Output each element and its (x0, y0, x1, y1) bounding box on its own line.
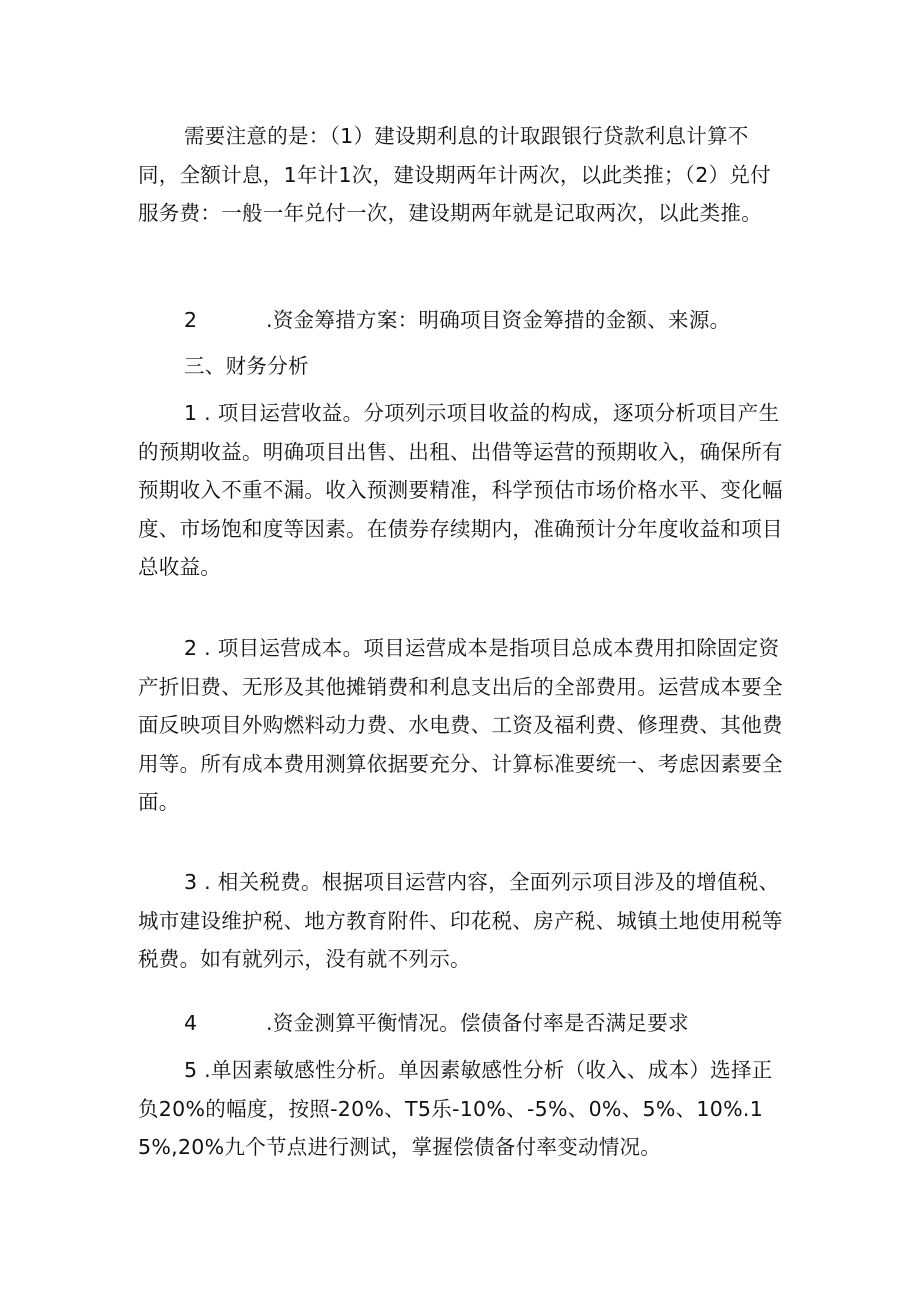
operating-cost-text: 项目运营成本。项目运营成本是指项目总成本费用扣除固定资产折旧费、无形及其他摊销费和利息支出后的全部费用。运营成本要全面反映项目外购燃料动力费、水电费、工资及福利费、修理费、其他费用等。所有成本费用测算依据要充分、计算标准要统一、考虑因素要全面。 (138, 636, 783, 814)
paragraph-interest-note (138, 117, 790, 233)
related-taxes-text: 相关税费。根据项目运营内容，全面列示项目涉及的增值税、城市建设维护税、地方教育附件、印花税、房产税、城镇土地使用税等税费。如有就列示，没有就不列示。 (138, 870, 783, 971)
item-number: 3 (184, 870, 198, 894)
item-number: 5 (184, 1058, 198, 1082)
paragraph-sensitivity-analysis (138, 1051, 790, 1167)
funding-plan-text: .资金筹措方案：明确项目资金筹措的金额、来源。 (266, 308, 731, 332)
paragraph-funding-plan (184, 301, 730, 340)
paragraph-fund-balance (184, 1004, 689, 1043)
paragraph-related-taxes: 3 . 相关税费。根据项目运营内容，全面列示项目涉及的增值税、城市建设维护税、地方教育附件、印花税、房产税、城镇土地使用税等税费。如有就列示，没有就不列示。 (138, 870, 783, 971)
operating-revenue-text: 项目运营收益。分项列示项目收益的构成，逐项分析项目产生的预期收益。明确项目出售、出租、出借等运营的预期收入，确保所有预期收入不重不漏。收入预测要精准，科学预估市场价格水平、变化幅度、市场饱和度等因素。在债券存续期内，准确预计分年度收益和项目总收益。 (138, 401, 783, 579)
sensitivity-analysis-text: .单因素敏感性分析。单因素敏感性分析（收入、成本）选择正负20%的幅度，按照-20%、T5乐-10%、-5%、0%、5%、10%.15%,20%九个节点进行测试，掌握偿债备付率变动情况。 (138, 1058, 773, 1159)
item-number: 4 (184, 1011, 198, 1035)
item-number: 1 (184, 401, 198, 425)
fund-balance-text: .资金测算平衡情况。偿债备付率是否满足要求 (266, 1011, 689, 1035)
item-number: 2 (184, 636, 198, 660)
paragraph-operating-revenue: 1 . 项目运营收益。分项列示项目收益的构成，逐项分析项目产生的预期收益。明确项目出售、出租、出借等运营的预期收入，确保所有预期收入不重不漏。收入预测要精准，科学预估市场价格水平、变化幅度、市场饱和度等因素。在债券存续期内，准确预计分年度收益和项目总收益。 (138, 401, 783, 579)
paragraph-interest-note-text: 需要注意的是：（1）建设期利息的计取跟银行贷款利息计算不同，全额计息，1年计1次，建设期两年计两次，以此类推；（2）兑付服务费：一般一年兑付一次，建设期两年就是记取两次，以此类推。 (138, 124, 771, 225)
paragraph-operating-cost: 2 . 项目运营成本。项目运营成本是指项目总成本费用扣除固定资产折旧费、无形及其他摊销费和利息支出后的全部费用。运营成本要全面反映项目外购燃料动力费、水电费、工资及福利费、修理费、其他费用等。所有成本费用测算依据要充分、计算标准要统一、考虑因素要全面。 (138, 636, 783, 814)
item-number: 2 (184, 308, 198, 332)
section-heading-financial-analysis: 三、财务分析 (184, 354, 309, 378)
